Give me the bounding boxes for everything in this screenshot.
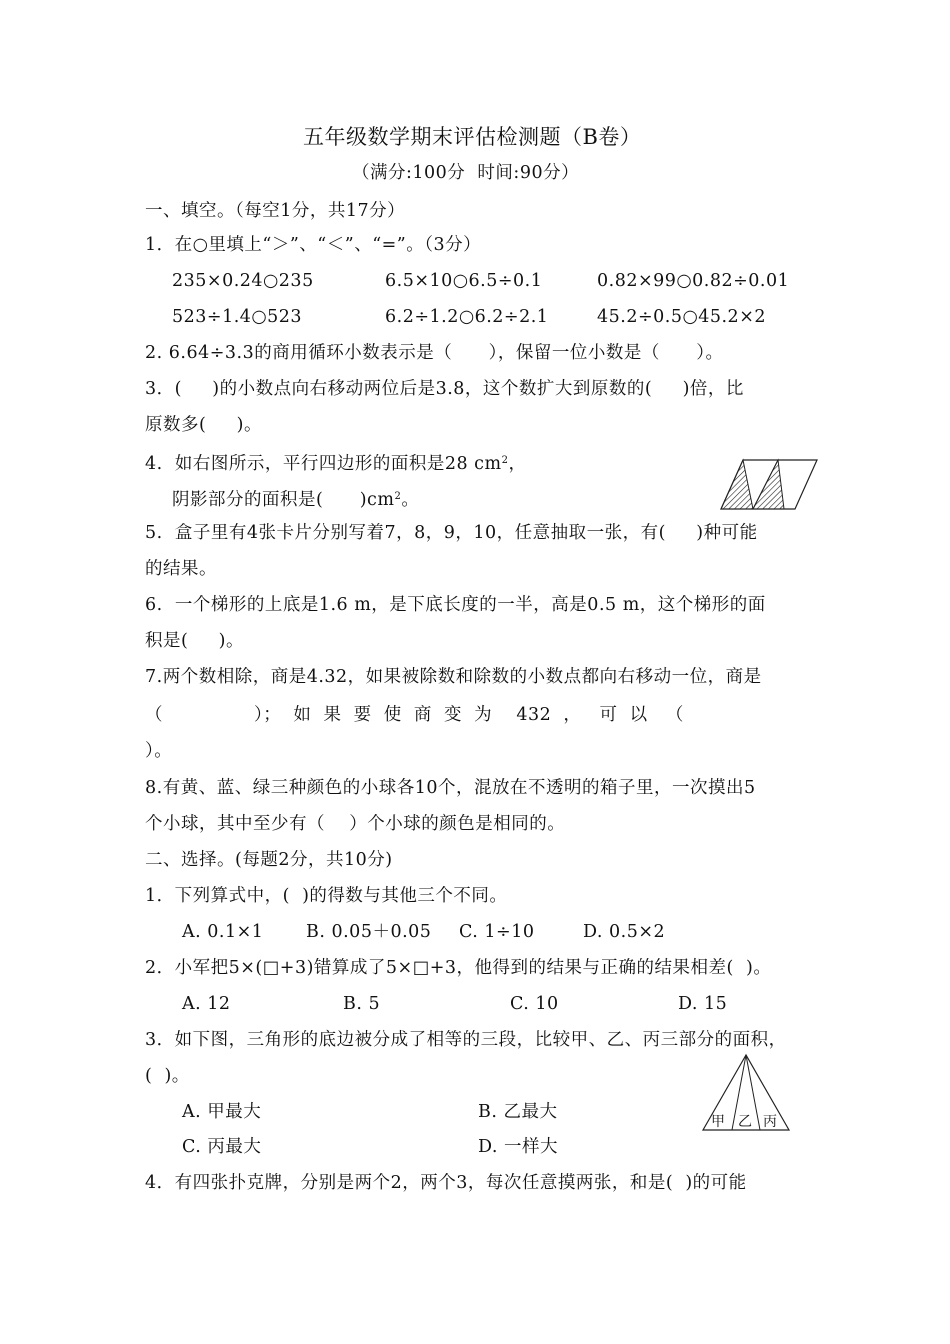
q1-3-line2: 原数多( )。 [145, 415, 262, 435]
triangle-figure [700, 1052, 792, 1132]
q2-3-option: D. 一样大 [478, 1137, 559, 1157]
q2-3-option: C. 丙最大 [182, 1137, 262, 1157]
q1-4-sup: 2 [501, 455, 509, 466]
label-yi: 乙 [738, 1114, 752, 1130]
q2-2-option: B. 5 [343, 994, 381, 1014]
q1-4-line1-text: 4. 如右图所示，平行四边形的面积是28 cm [145, 454, 502, 474]
q1-5-line2: 的结果。 [145, 559, 217, 579]
q2-3-option: A. 甲最大 [182, 1102, 262, 1122]
q1-6-line2: 积是( )。 [145, 631, 244, 651]
q2-1-option: D. 0.5×2 [583, 922, 666, 942]
shaded-triangle [753, 460, 784, 509]
q1-1-item: 6.5×10○6.5÷0.1 [385, 271, 543, 291]
shaded-triangle [721, 460, 753, 509]
section-2-heading: 二、选择。(每题2分，共10分) [145, 850, 393, 870]
q2-4-line1: 4．有四张扑克牌，分别是两个2，两个3，每次任意摸两张，和是( )的可能 [145, 1173, 747, 1193]
q2-2-stem: 2．小军把5×(□+3)错算成了5×□+3，他得到的结果与正确的结果相差( )。 [145, 958, 772, 978]
q1-1-item: 45.2÷0.5○45.2×2 [597, 307, 766, 327]
q2-3-line1: 3．如下图，三角形的底边被分成了相等的三段，比较甲、乙、丙三部分的面积， [145, 1030, 787, 1050]
q1-4-line2-end: 。 [401, 490, 420, 510]
q1-7-line2: （ ）； 如 果 要 使 商 变 为 432 ， 可 以 （ [145, 705, 684, 725]
q1-5-line1: 5. 盒子里有4张卡片分别写着7，8，9，10，任意抽取一张，有( )种可能 [145, 523, 758, 543]
q1-8-line1: 8.有黄、蓝、绿三种颜色的小球各10个，混放在不透明的箱子里，一次摸出5 [145, 778, 756, 798]
label-jia: 甲 [711, 1114, 725, 1130]
q1-4-line2-text: 阴影部分的面积是( )cm [172, 490, 395, 510]
q2-2-option: D. 15 [678, 994, 728, 1014]
q2-2-option: A. 12 [182, 994, 231, 1014]
q1-4-line2 [172, 486, 419, 511]
q1-8-line2: 个小球，其中至少有（ ）个小球的颜色是相同的。 [145, 814, 566, 834]
q2-1-option: A. 0.1×1 [182, 922, 264, 942]
q1-1-item: 6.2÷1.2○6.2÷2.1 [385, 307, 549, 327]
q1-4-sup: 2 [394, 491, 402, 502]
q1-4-line1-end: ， [508, 454, 527, 474]
q1-2: 2. 6.64÷3.3的商用循环小数表示是（ ），保留一位小数是（ ）。 [145, 343, 724, 363]
q1-4-line1 [145, 450, 526, 475]
section-1-heading: 一、填空。（每空1分，共17分） [145, 201, 406, 221]
q2-3-option: B. 乙最大 [478, 1102, 558, 1122]
q2-1-option: C. 1÷10 [459, 922, 535, 942]
page-title: 五年级数学期末评估检测题（B卷） [303, 125, 642, 149]
q1-1-item: 235×0.24○235 [172, 271, 314, 291]
label-bing: 丙 [763, 1114, 777, 1130]
q1-6-line1: 6. 一个梯形的上底是1.6 m，是下底长度的一半，高是0.5 m，这个梯形的面 [145, 595, 766, 615]
q1-1-item: 0.82×99○0.82÷0.01 [597, 271, 790, 291]
q1-7-line3: ）。 [145, 741, 173, 761]
parallelogram-figure [718, 457, 820, 513]
q2-1-option: B. 0.05＋0.05 [306, 922, 432, 942]
q2-1-stem: 1．下列算式中，( )的得数与其他三个不同。 [145, 886, 508, 906]
q1-1-item: 523÷1.4○523 [172, 307, 303, 327]
q2-2-option: C. 10 [510, 994, 559, 1014]
q1-1-stem: 1．在○里填上“＞”、“＜”、“=”。（3分） [145, 235, 482, 255]
page-subtitle: （满分:100分 时间:90分） [352, 163, 580, 183]
q1-7-line1: 7.两个数相除，商是4.32，如果被除数和除数的小数点都向右移动一位，商是 [145, 667, 762, 687]
q1-3-line1: 3．( )的小数点向右移动两位后是3.8，这个数扩大到原数的( )倍，比 [145, 379, 744, 399]
q2-3-line2: ( )。 [145, 1066, 190, 1086]
